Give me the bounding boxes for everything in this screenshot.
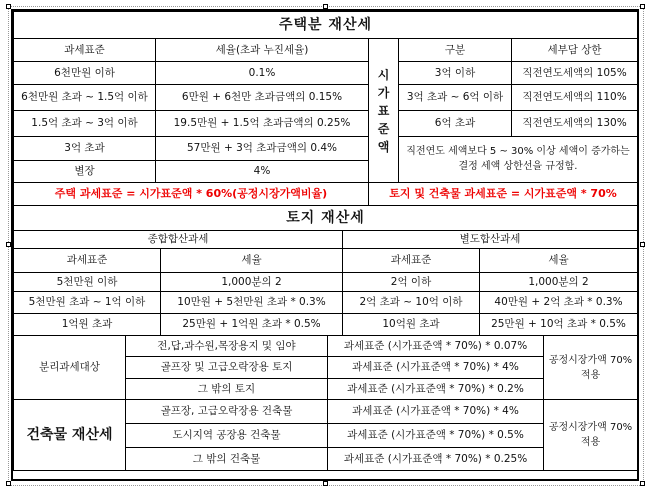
- land-section-title: 토지 재산세: [14, 206, 638, 231]
- land-tax-table: [13, 205, 638, 336]
- resize-handle-mid-right[interactable]: [640, 242, 645, 247]
- separate-taxation-title: 별도합산과세: [343, 231, 638, 249]
- separated-item: 그 밖의 토지: [126, 379, 328, 400]
- separated-formula: 과세표준 (시가표준액 * 70%) * 4%: [328, 357, 544, 379]
- combined-col-base: 과세표준: [14, 249, 161, 273]
- land-row-rate: 25만원 + 1억원 초과 * 0.5%: [161, 314, 343, 336]
- housing-row-base: 3억 초과: [14, 137, 156, 161]
- land-row-base: 10억원 초과: [343, 314, 480, 336]
- housing-row-base: 별장: [14, 161, 156, 183]
- cap-row-class: 3억 이하: [399, 62, 512, 85]
- land-row-base: 2억 초과 ~ 10억 이하: [343, 292, 480, 314]
- property-tax-document: [11, 9, 639, 481]
- land-row-rate: 25만원 + 10억 초과 * 0.5%: [480, 314, 638, 336]
- building-fair-market-note: 공정시장가액 70% 적용: [544, 400, 638, 471]
- standard-price-vertical-label: 시 가 표 준 액: [369, 39, 399, 183]
- cap-row-limit: 직전연도세액의 105%: [512, 62, 638, 85]
- resize-handle-top-right[interactable]: [640, 4, 645, 9]
- housing-row-base: 6천만원 이하: [14, 62, 156, 85]
- building-tax-label: 건축물 재산세: [14, 400, 126, 471]
- combined-taxation-title: 종합합산과세: [14, 231, 343, 249]
- building-formula: 과세표준 (시가표준액 * 70%) * 0.5%: [328, 424, 544, 448]
- resize-handle-bottom-right[interactable]: [640, 481, 645, 486]
- cap-note: 직전연도 세액보다 5 ~ 30% 이상 세액이 증가하는 결정 세액 상한선을 규정함.: [399, 137, 638, 183]
- housing-col-base: 과세표준: [14, 39, 156, 62]
- separate-col-base: 과세표준: [343, 249, 480, 273]
- housing-section-title: 주택분 재산세: [14, 12, 638, 39]
- land-row-base: 5천만원 초과 ~ 1억 이하: [14, 292, 161, 314]
- housing-row-rate: 0.1%: [156, 62, 369, 85]
- housing-col-rate: 세율(초과 누진세율): [156, 39, 369, 62]
- building-item: 도시지역 공장용 건축물: [126, 424, 328, 448]
- combined-col-rate: 세율: [161, 249, 343, 273]
- housing-formula: 주택 과세표준 = 시가표준액 * 60%(공정시장가액비율): [14, 183, 369, 206]
- land-row-rate: 40만원 + 2억 초과 * 0.3%: [480, 292, 638, 314]
- separate-col-rate: 세율: [480, 249, 638, 273]
- housing-row-rate: 57만원 + 3억 초과금액의 0.4%: [156, 137, 369, 161]
- building-item: 그 밖의 건축물: [126, 448, 328, 471]
- building-formula: 과세표준 (시가표준액 * 70%) * 0.25%: [328, 448, 544, 471]
- separated-formula: 과세표준 (시가표준액 * 70%) * 0.07%: [328, 336, 544, 357]
- building-formula: 과세표준 (시가표준액 * 70%) * 4%: [328, 400, 544, 424]
- resize-handle-bottom-center[interactable]: [323, 481, 328, 486]
- housing-row-base: 1.5억 초과 ~ 3억 이하: [14, 111, 156, 137]
- housing-tax-table: [13, 11, 638, 206]
- cap-row-limit: 직전연도세액의 130%: [512, 111, 638, 137]
- cap-row-limit: 직전연도세액의 110%: [512, 85, 638, 111]
- cap-row-class: 3억 초과 ~ 6억 이하: [399, 85, 512, 111]
- land-row-rate: 1,000분의 2: [161, 273, 343, 292]
- land-row-base: 5천만원 이하: [14, 273, 161, 292]
- housing-row-rate: 19.5만원 + 1.5억 초과금액의 0.25%: [156, 111, 369, 137]
- separated-fair-market-note: 공정시장가액 70% 적용: [544, 336, 638, 400]
- separated-taxation-label: 분리과세대상: [14, 336, 126, 400]
- building-item: 골프장, 고급오락장용 건축물: [126, 400, 328, 424]
- land-row-rate: 1,000분의 2: [480, 273, 638, 292]
- land-row-rate: 10만원 + 5천만원 초과 * 0.3%: [161, 292, 343, 314]
- separated-item: 전,답,과수원,목장용지 및 임야: [126, 336, 328, 357]
- cap-col-limit: 세부담 상한: [512, 39, 638, 62]
- housing-row-rate: 6만원 + 6천만 초과금액의 0.15%: [156, 85, 369, 111]
- housing-row-base: 6천만원 초과 ~ 1.5억 이하: [14, 85, 156, 111]
- land-building-formula: 토지 및 건축물 과세표준 = 시가표준액 * 70%: [369, 183, 638, 206]
- resize-handle-bottom-left[interactable]: [6, 481, 11, 486]
- separated-item: 골프장 및 고급오락장용 토지: [126, 357, 328, 379]
- cap-col-class: 구분: [399, 39, 512, 62]
- cap-row-class: 6억 초과: [399, 111, 512, 137]
- housing-row-rate: 4%: [156, 161, 369, 183]
- separated-formula: 과세표준 (시가표준액 * 70%) * 0.2%: [328, 379, 544, 400]
- land-row-base: 2억 이하: [343, 273, 480, 292]
- land-row-base: 1억원 초과: [14, 314, 161, 336]
- separated-and-building-table: [13, 335, 638, 471]
